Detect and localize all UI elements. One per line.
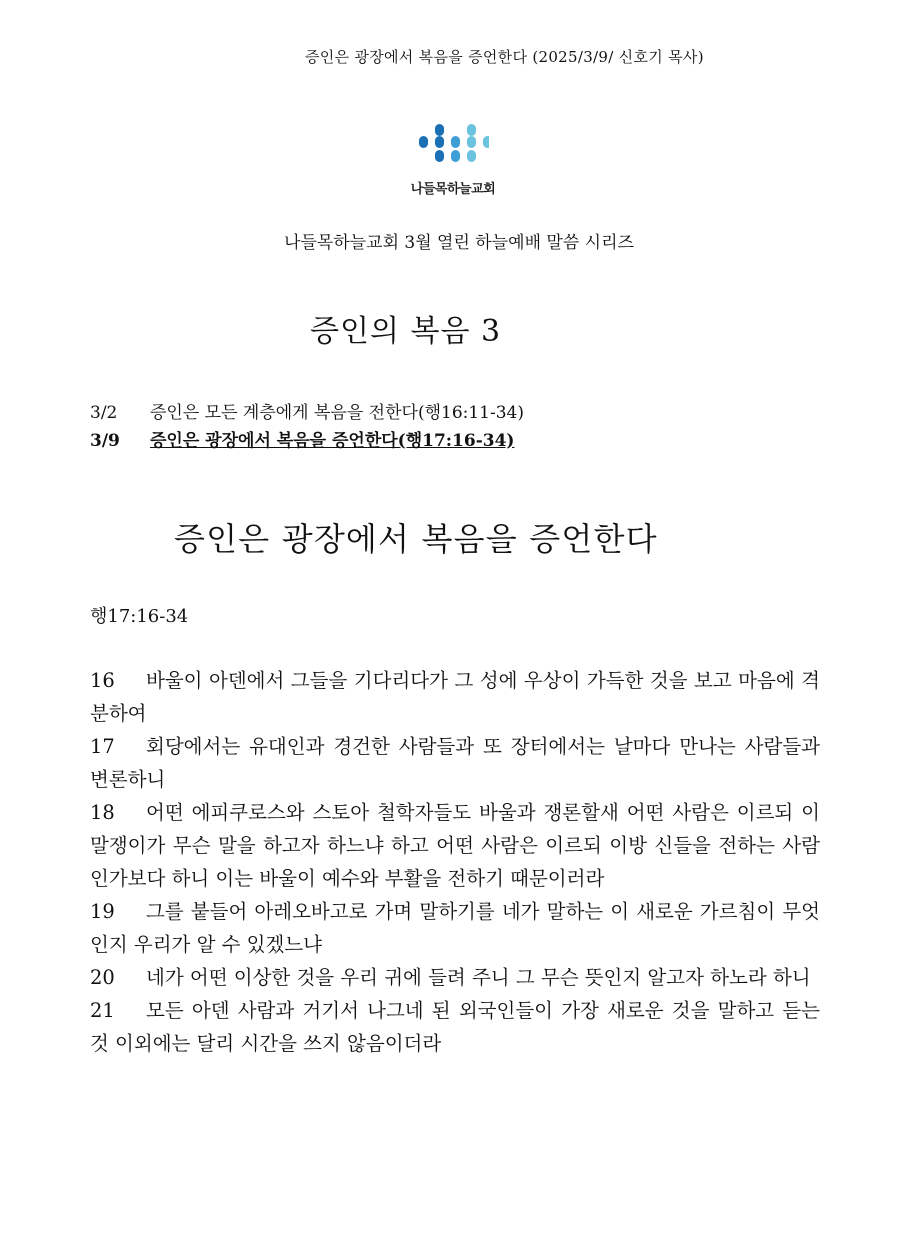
verse-text: 그를 붙들어 아레오바고로 가며 말하기를 네가 말하는 이 새로운 가르침이 무엇인지 우리가 알 수 있겠느냐 [90,900,820,956]
logo-dot [483,136,489,148]
verse-text: 어떤 에피쿠로스와 스토아 철학자들도 바울과 쟁론할새 어떤 사람은 이르되 이 말쟁이가 무슨 말을 하고자 하느냐 하고 어떤 사람은 이르되 이방 신들을 전하는 사람인가보다 하니 이는 바울이 예수와 부활을 전하기 때문이러라 [90,801,820,890]
logo-dot [451,136,460,148]
verse-number: 17 [90,735,115,758]
verse [90,895,820,961]
schedule-item-current [90,426,524,454]
verse [90,994,820,1060]
sermon-title: 증인은 광장에서 복음을 증언한다 [174,520,658,558]
verse-number: 18 [90,801,115,824]
series-caption: 나들목하늘교회 3월 열린 하늘예배 말씀 시리즈 [284,233,634,253]
verse-number: 20 [90,966,115,989]
church-logo [398,122,508,197]
verse-text: 회당에서는 유대인과 경건한 사람들과 또 장터에서는 날마다 만나는 사람들과 변론하니 [90,735,820,791]
verse [90,796,820,895]
verse-number: 21 [90,999,115,1022]
verse [90,730,820,796]
logo-mark-icon [417,122,489,168]
logo-dot [435,124,444,136]
verse-text: 바울이 아덴에서 그들을 기다리다가 그 성에 우상이 가득한 것을 보고 마음에 격분하여 [90,669,820,725]
logo-dot [419,136,428,148]
logo-dot [467,136,476,148]
logo-name: 나들목하늘교회 [410,182,496,197]
schedule-text: 증인은 모든 계층에게 복음을 전한다(행16:11-34) [150,403,524,423]
logo-dot [435,136,444,148]
logo-dot [467,150,476,162]
sermon-schedule [90,398,524,454]
scripture-reference: 행17:16-34 [90,606,189,627]
schedule-date: 3/9 [90,431,120,451]
logo-dot [435,150,444,162]
verse [90,961,820,994]
schedule-date: 3/2 [90,403,118,423]
verse-text: 모든 아덴 사람과 거기서 나그네 된 외국인들이 가장 새로운 것을 말하고 듣는 것 이외에는 달리 시간을 쓰지 않음이더라 [90,999,820,1055]
logo-dot [451,150,460,162]
scripture-passage [90,664,820,1060]
series-title: 증인의 복음 3 [310,314,502,349]
schedule-item [90,398,524,426]
verse-number: 16 [90,669,115,692]
page-header: 증인은 광장에서 복음을 증언한다 (2025/3/9/ 신호기 목사) [305,48,704,66]
verse-text: 네가 어떤 이상한 것을 우리 귀에 들려 주니 그 무슨 뜻인지 알고자 하노라 하니 [146,966,811,989]
schedule-text: 증인은 광장에서 복음을 증언한다(행17:16-34) [150,431,515,451]
logo-dot [467,124,476,136]
verse-number: 19 [90,900,115,923]
verse [90,664,820,730]
